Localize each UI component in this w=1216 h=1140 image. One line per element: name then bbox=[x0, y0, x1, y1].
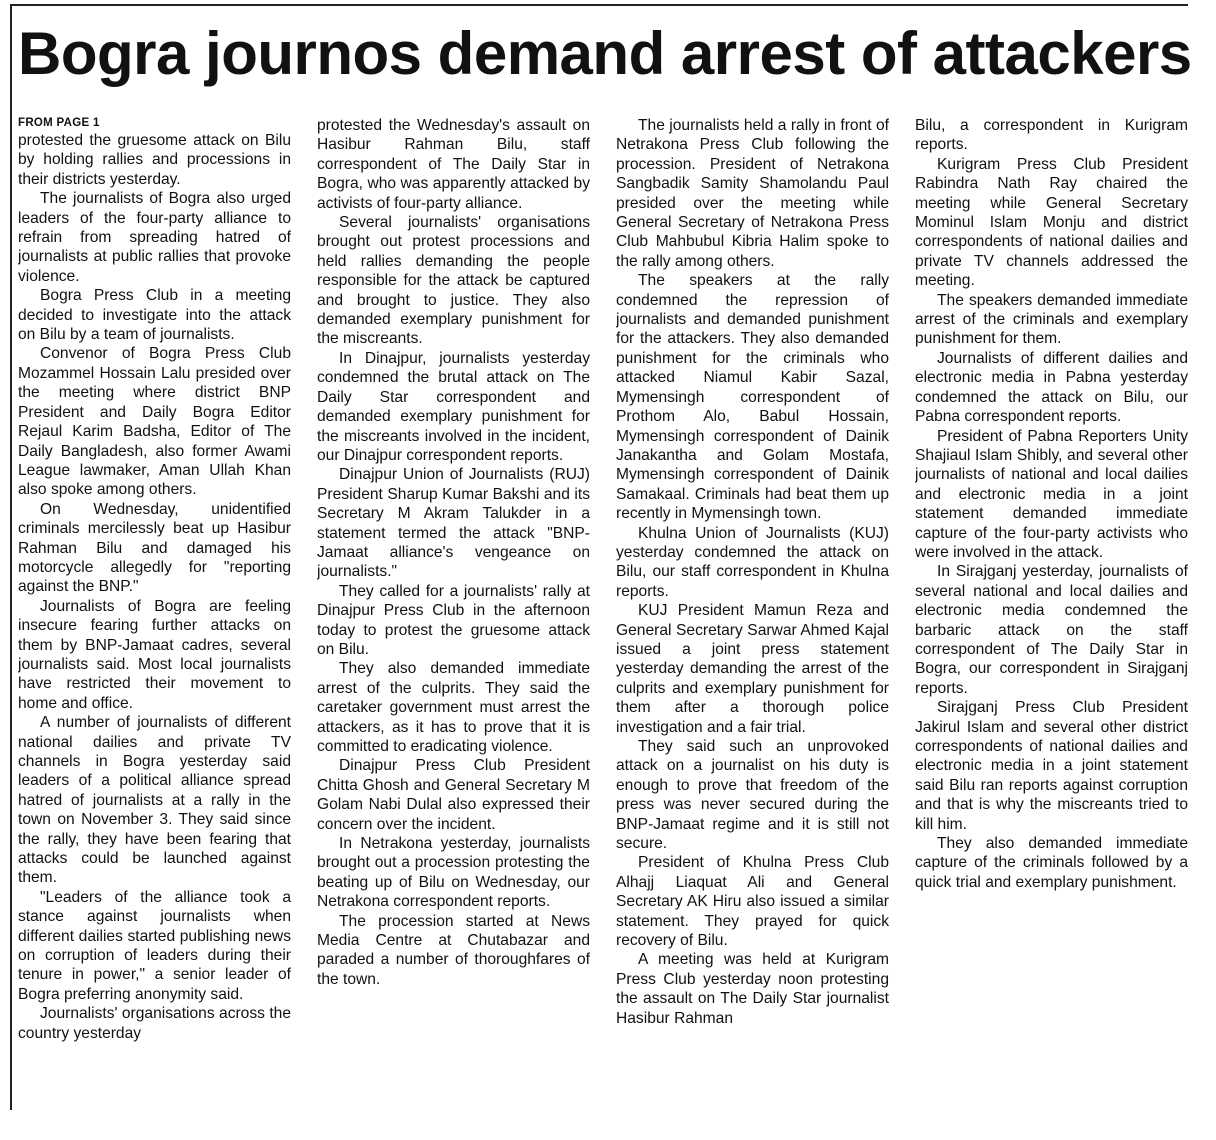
article-column-4 bbox=[915, 116, 1188, 1116]
article-column-2 bbox=[317, 116, 590, 1116]
paragraph: In Netrakona yesterday, journalists brought out a procession protesting the beating up of Bilu on Wednesday, our Netrakona correspondent reports. bbox=[317, 835, 590, 911]
paragraph: KUJ President Mamun Reza and General Secretary Sarwar Ahmed Kajal issued a joint press statement yesterday demanding the arrest of the culprits and exemplary punishment for them after a thorough police investigation and a fair trial. bbox=[616, 602, 889, 736]
paragraph: In Dinajpur, journalists yesterday condemned the brutal attack on The Daily Star correspondent and demanded exemplary punishment for the miscreants involved in the incident, our Dinajpur correspondent reports. bbox=[317, 349, 590, 464]
paragraph: Bogra Press Club in a meeting decided to investigate into the attack on Bilu by a team of journalists. bbox=[18, 287, 291, 344]
paragraph: A meeting was held at Kurigram Press Club yesterday noon protesting the assault on The Daily Star journalist Hasibur Rahman bbox=[616, 951, 889, 1027]
paragraph: Sirajganj Press Club President Jakirul Islam and several other district correspondents of national dailies and electronic media in a joint statement said Bilu ran reports against corruption and that is why the miscreants tried to kill him. bbox=[915, 699, 1188, 833]
paragraph: President of Pabna Reporters Unity Shajiaul Islam Shibly, and several other journalists of national and local dailies and electronic media in a joint statement demanded immediate capture of the four-party activists who were involved in the attack. bbox=[915, 427, 1188, 561]
paragraph: They also demanded immediate arrest of the culprits. They said the caretaker government must arrest the attackers, as it has to prove that it is committed to eradicating violence. bbox=[317, 660, 590, 755]
paragraph: Journalists' organisations across the country yesterday bbox=[18, 1005, 291, 1042]
paragraph: "Leaders of the alliance took a stance against journalists when different dailies started publishing news on corruption of leaders during their tenure in power," a senior leader of Bogra preferring anonymity said. bbox=[18, 888, 291, 1003]
paragraph: Convenor of Bogra Press Club Mozammel Hossain Lalu presided over the meeting where district BNP President and Daily Bogra Editor Rejaul Karim Badsha, Editor of The Daily Bangladesh, also former Awami League lawmaker, Aman Ullah Khan also spoke among others. bbox=[18, 345, 291, 499]
paragraph: They said such an unprovoked attack on a journalist on his duty is enough to prove that freedom of the press was never secured during the BNP-Jamaat regime and it is still not secure. bbox=[616, 738, 889, 853]
headline: Bogra journos demand arrest of attackers bbox=[18, 20, 1192, 87]
article-column-3 bbox=[616, 116, 889, 1116]
paragraph: Journalists of different dailies and electronic media in Pabna yesterday condemned the attack on Bilu, our Pabna correspondent reports. bbox=[915, 349, 1188, 426]
paragraph: Kurigram Press Club President Rabindra Nath Ray chaired the meeting while General Secretary Mominul Islam Monju and district correspondents of national dailies and private TV channels addressed the meeting. bbox=[915, 155, 1188, 290]
paragraph: A number of journalists of different national dailies and private TV channels in Bogra yesterday said leaders of a political alliance spread hatred of journalists at a rally in the town on November 3. They said since the rally, they have been fearing that attacks could be launched against them. bbox=[18, 714, 291, 887]
paragraph: Khulna Union of Journalists (KUJ) yesterday condemned the attack on Bilu, our staff correspondent in Khulna reports. bbox=[616, 524, 889, 600]
paragraph: Dinajpur Union of Journalists (RUJ) President Sharup Kumar Bakshi and its Secretary M Akram Talukder in a statement termed the attack "BNP-Jamaat alliance's vengeance on journalists." bbox=[317, 466, 590, 581]
paragraph: The journalists of Bogra also urged leaders of the four-party alliance to refrain from spreading hatred of journalists at public rallies that provoke violence. bbox=[18, 190, 291, 285]
paragraph: Dinajpur Press Club President Chitta Ghosh and General Secretary M Golam Nabi Dulal also expressed their concern over the incident. bbox=[317, 757, 590, 833]
left-rule bbox=[10, 4, 12, 1110]
paragraph: protested the gruesome attack on Bilu by holding rallies and processions in their districts yesterday. bbox=[18, 132, 291, 188]
paragraph: The speakers at the rally condemned the repression of journalists and demanded punishment for the attackers. They also demanded punishment for the criminals who attacked Niamul Kabir Sazal, Mymensingh correspondent of Prothom Alo, Babul Hossain, Mymensingh correspondent of Dainik Janakantha and Golam Mostafa, Mymensingh correspondent of Dainik Samakaal. Criminals had beat them up recently in Mymensingh town. bbox=[616, 272, 889, 523]
paragraph: Several journalists' organisations brought out protest processions and held rallies demanding the people responsible for the attack be captured and brought to justice. They also demanded exemplary punishment for the miscreants. bbox=[317, 214, 590, 348]
paragraph: In Sirajganj yesterday, journalists of several national and local dailies and electronic media condemned the barbaric attack on the staff correspondent of The Daily Star in Bogra, our correspondent in Sirajganj reports. bbox=[915, 563, 1188, 697]
paragraph: The journalists held a rally in front of Netrakona Press Club following the procession. President of Netrakona Sangbadik Samity Shamolandu Paul presided over the meeting while General Secretary of Netrakona Press Club Mahbubul Kibria Halim spoke to the rally among others. bbox=[616, 117, 889, 270]
paragraph: They also demanded immediate capture of the criminals followed by a quick trial and exemplary punishment. bbox=[915, 835, 1188, 891]
top-rule bbox=[10, 4, 1188, 6]
paragraph: President of Khulna Press Club Alhajj Liaquat Ali and General Secretary AK Hiru also issued a similar statement. They prayed for quick recovery of Bilu. bbox=[616, 854, 889, 950]
paragraph: They called for a journalists' rally at Dinajpur Press Club in the afternoon today to protest the gruesome attack on Bilu. bbox=[317, 582, 590, 658]
paragraph: protested the Wednesday's assault on Hasibur Rahman Bilu, staff correspondent of The Daily Star in Bogra, who was apparently attacked by activists of four-party alliance. bbox=[317, 117, 590, 212]
paragraph: Bilu, a correspondent in Kurigram reports. bbox=[915, 117, 1188, 154]
paragraph: The speakers demanded immediate arrest of the criminals and exemplary punishment for them. bbox=[915, 291, 1188, 348]
paragraph: The procession started at News Media Centre at Chutabazar and paraded a number of thoroughfares of the town. bbox=[317, 912, 590, 988]
article-column-1 bbox=[18, 116, 291, 1116]
paragraph: Journalists of Bogra are feeling insecure fearing further attacks on them by BNP-Jamaat cadres, several journalists said. Most local journalists have restricted their movement to home and office. bbox=[18, 597, 291, 712]
continuation-label: FROM PAGE 1 bbox=[18, 117, 100, 129]
article-body bbox=[18, 116, 1188, 1116]
paragraph: On Wednesday, unidentified criminals mercilessly beat up Hasibur Rahman Bilu and damaged his motorcycle allegedly for "reporting against the BNP." bbox=[18, 500, 291, 596]
